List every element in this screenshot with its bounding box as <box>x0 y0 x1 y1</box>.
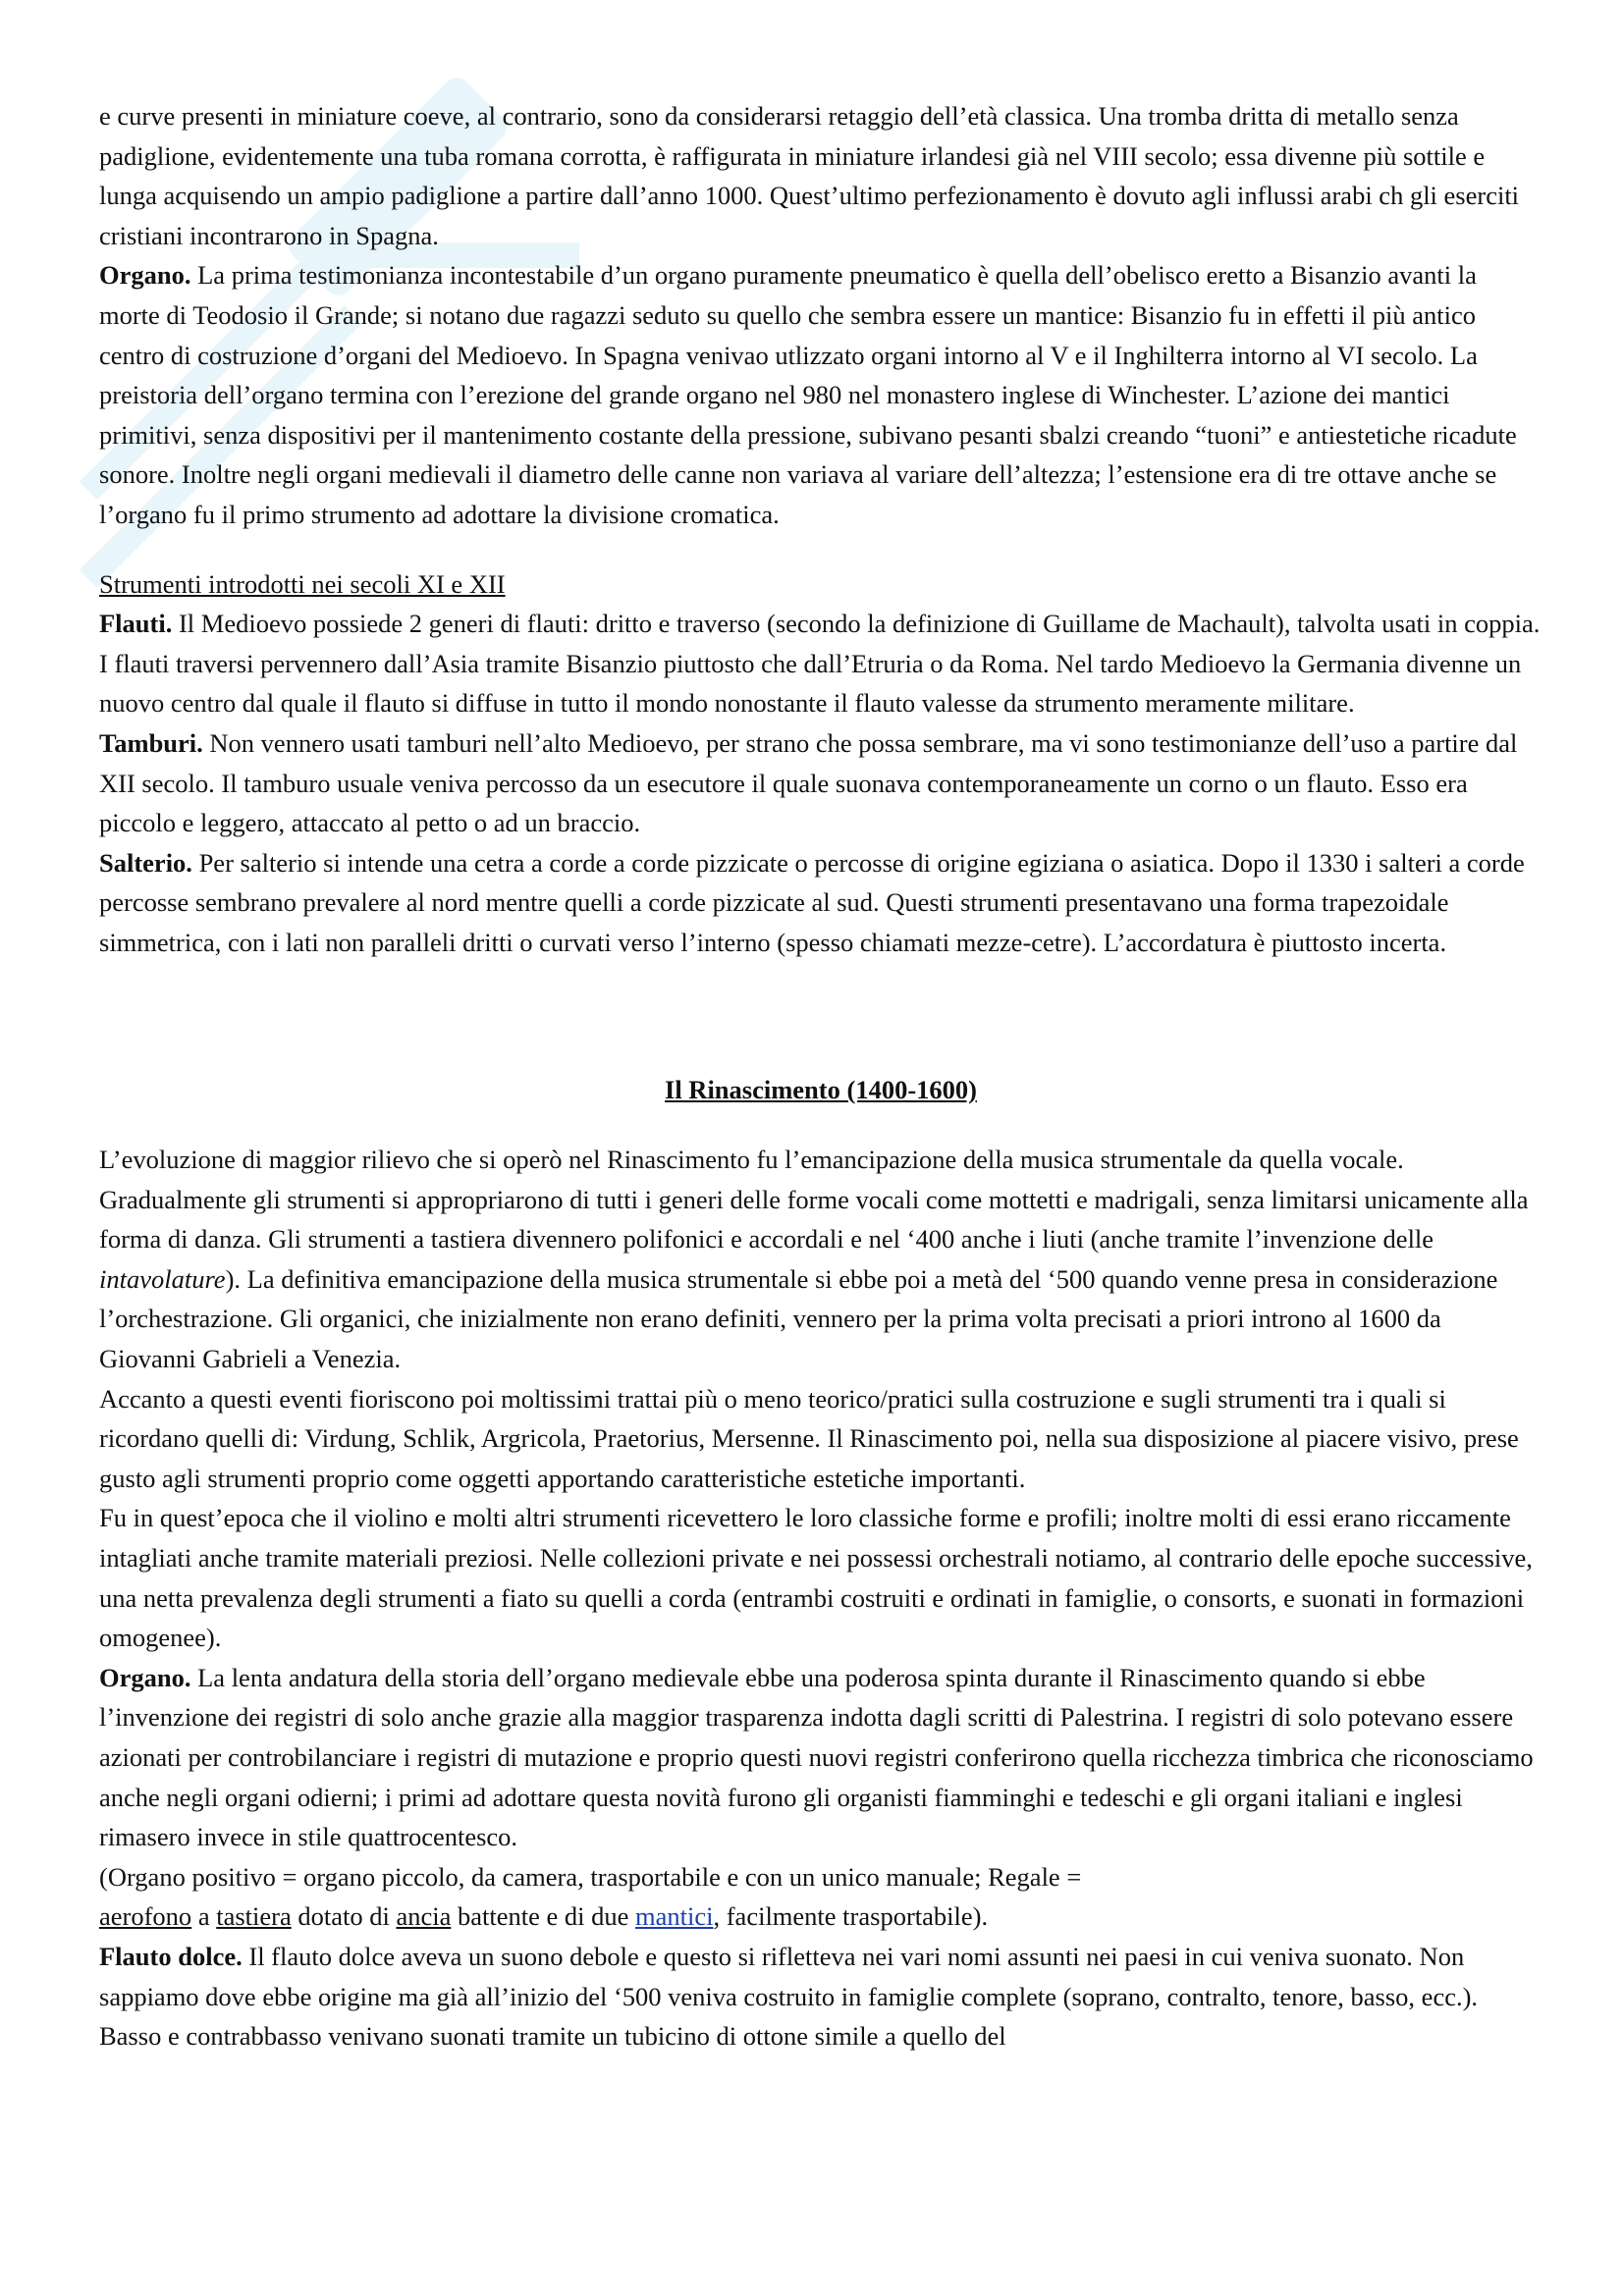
label-organo: Organo. <box>99 260 191 291</box>
text-organo-2: La lenta andatura della storia dell’organo medievale ebbe una poderosa spinta durante il Rinascimento quando si ebbe l’invenzione dei registri di solo anche grazie alla maggior trasparenza indotta dagli scritti di Palestrina. I registri di solo potevano essere azionati per controbilanciare i registri di mutazione e proprio questi nuovi registri conferirono quella ricchezza timbrica che riconosciamo anche negli organi odierni; i primi ad adottare questa novità furono gli organisti fiamminghi e tedeschi e gli organi italiani e inglesi rimasero invece in stile quattrocentesco. <box>99 1662 1534 1852</box>
paragraph-salterio <box>99 843 1542 963</box>
paragraph-rinascimento-2: Accanto a questi eventi fioriscono poi moltissimi trattai più o meno teorico/pratici sulla costruzione e sugli strumenti tra i quali si ricordano quelli di: Virdung, Schlik, Argricola, Praetorius, Mersenne. Il Rinascimento poi, nella sua disposizione al piacere visivo, prese gusto agli strumenti proprio come oggetti apportando caratteristiche estetiche importanti. <box>99 1383 1519 1493</box>
link-aerofono[interactable]: aerofono <box>99 1901 192 1932</box>
label-flauti: Flauti. <box>99 609 173 639</box>
section-title-rinascimento: Il Rinascimento (1400-1600) <box>665 1075 977 1105</box>
text-sep: battente e di due <box>451 1901 635 1932</box>
paragraph-rinascimento-1 <box>99 1140 1542 1379</box>
paragraph-tamburi <box>99 723 1542 843</box>
label-flauto-dolce: Flauto dolce. <box>99 1941 243 1971</box>
paragraph-organo-medievale <box>99 255 1542 534</box>
link-tastiera[interactable]: tastiera <box>216 1901 292 1932</box>
paragraph-flauto-dolce <box>99 1937 1542 2056</box>
text-sep: , facilmente trasportabile). <box>713 1901 989 1932</box>
text-sep: dotato di <box>291 1901 397 1932</box>
text-rin-1a: L’evoluzione di maggior rilievo che si operò nel Rinascimento fu l’emancipazione della musica strumentale da quella vocale. Gradualmente gli strumenti si appropriarono di tutti i generi delle forme vocali come mottetti e madrigali, senza limitarsi unicamente alla forma di danza. Gli strumenti a tastiera divennero polifonici e accordali e nel ‘400 anche i liuti (anche tramite l’invenzione delle <box>99 1145 1529 1255</box>
paragraph-organo-note <box>99 1857 1542 1937</box>
text-note-line1: (Organo positivo = organo piccolo, da camera, trasportabile e con un unico manuale; Regale = <box>99 1861 1082 1892</box>
label-organo-2: Organo. <box>99 1662 191 1692</box>
text-organo: La prima testimonianza incontestabile d’un organo puramente pneumatico è quella dell’obelisco eretto a Bisanzio avanti la morte di Teodosio il Grande; si notano due ragazzi seduto su quello che sembra essere un mantice: Bisanzio fu in effetti il più antico centro di costruzione d’organi del Medioevo. In Spagna venivao utlizzato organi intorno al V e il Inghilterra intorno al VI secolo. La preistoria dell’organo termina con l’erezione del grande organo nel 980 nel monastero inglese di Winchester. L’azione dei mantici primitivi, senza dispositivi per il mantenimento costante della pressione, subivano pesanti sbalzi creando “tuoni” e antiestetiche ricadute sonore. Inoltre negli organi medievali il diametro delle canne non variava al variare dell’altezza; l’estensione era di tre ottave anche se l’organo fu il primo strumento ad adottare la divisione cromatica. <box>99 260 1517 529</box>
text-tamburi: Non vennero usati tamburi nell’alto Medioevo, per strano che possa sembrare, ma vi sono testimonianze dell’uso a partire dal XII secolo. Il tamburo usuale veniva percosso da un esecutore il quale suonava contemporaneamente un corno o un flauto. Esso era piccolo e leggero, attaccato al petto o ad un braccio. <box>99 727 1518 838</box>
text-sep: a <box>191 1901 217 1932</box>
link-mantici[interactable]: mantici <box>635 1901 714 1932</box>
paragraph-trombe: e curve presenti in miniature coeve, al contrario, sono da considerarsi retaggio dell’età classica. Una tromba dritta di metallo senza padiglione, evidentemente una tuba romana corrotta, è raffigurata in miniature irlandesi già nel VIII secolo; essa divenne più sottile e lunga acquisendo un ampio padiglione a partire dall’anno 1000. Quest’ultimo perfezionamento è dovuto agli influssi arabi ch gli eserciti cristiani incontrarono in Spagna. <box>99 101 1520 250</box>
section-heading-xi-xii: Strumenti introdotti nei secoli XI e XII <box>99 568 506 599</box>
text-flauto-dolce: Il flauto dolce aveva un suono debole e questo si rifletteva nei vari nomi assunti nei paesi in cui veniva suonato. Non sappiamo dove ebbe origine ma già all’inizio del ‘500 veniva costruito in famiglie complete (soprano, contralto, tenore, basso, ecc.). Basso e contrabbasso venivano suonati tramite un tubicino di ottone simile a quello del <box>99 1941 1479 2052</box>
document-page <box>99 96 1542 2056</box>
text-intavolature: intavolature <box>99 1263 226 1294</box>
paragraph-rinascimento-3: Fu in quest’epoca che il violino e molti altri strumenti ricevettero le loro classiche forme e profili; inoltre molti di essi erano riccamente intagliati anche tramite materiali preziosi. Nelle collezioni private e nei possessi orchestrali notiamo, al contrario delle epoche successive, una netta prevalenza degli strumenti a fiato su quelli a corda (entrambi costruiti e ordinati in famiglie, o consorts, e suonati in formazioni omogenee). <box>99 1503 1533 1653</box>
link-ancia[interactable]: ancia <box>396 1901 452 1932</box>
text-rin-1b: ). La definitiva emancipazione della musica strumentale si ebbe poi a metà del ‘500 quando venne presa in considerazione l’orchestrazione. Gli organici, che inizialmente non erano definiti, vennero per la prima volta precisati a priori introno al 1600 da Giovanni Gabrieli a Venezia. <box>99 1263 1498 1374</box>
text-flauti: Il Medioevo possiede 2 generi di flauti: dritto e traverso (secondo la definizione di Guillame de Machault), talvolta usati in coppia. I flauti traversi pervennero dall’Asia tramite Bisanzio piuttosto che dall’Etruria o da Roma. Nel tardo Medioevo la Germania divenne un nuovo centro dal quale il flauto si diffuse in tutto il mondo nonostante il flauto valesse da strumento meramente militare. <box>99 609 1541 719</box>
paragraph-organo-rinascimento <box>99 1658 1542 1857</box>
paragraph-flauti <box>99 604 1542 723</box>
label-salterio: Salterio. <box>99 847 192 878</box>
text-salterio: Per salterio si intende una cetra a corde a corde pizzicate o percosse di origine egiziana o asiatica. Dopo il 1330 i salteri a corde percosse sembrano prevalere al nord mentre quelli a corde pizzicate al sud. Questi strumenti presentavano una forma trapezoidale simmetrica, con i lati non paralleli dritti o curvati verso l’interno (spesso chiamati mezze-cetre). L’accordatura è piuttosto incerta. <box>99 847 1525 957</box>
label-tamburi: Tamburi. <box>99 727 203 758</box>
